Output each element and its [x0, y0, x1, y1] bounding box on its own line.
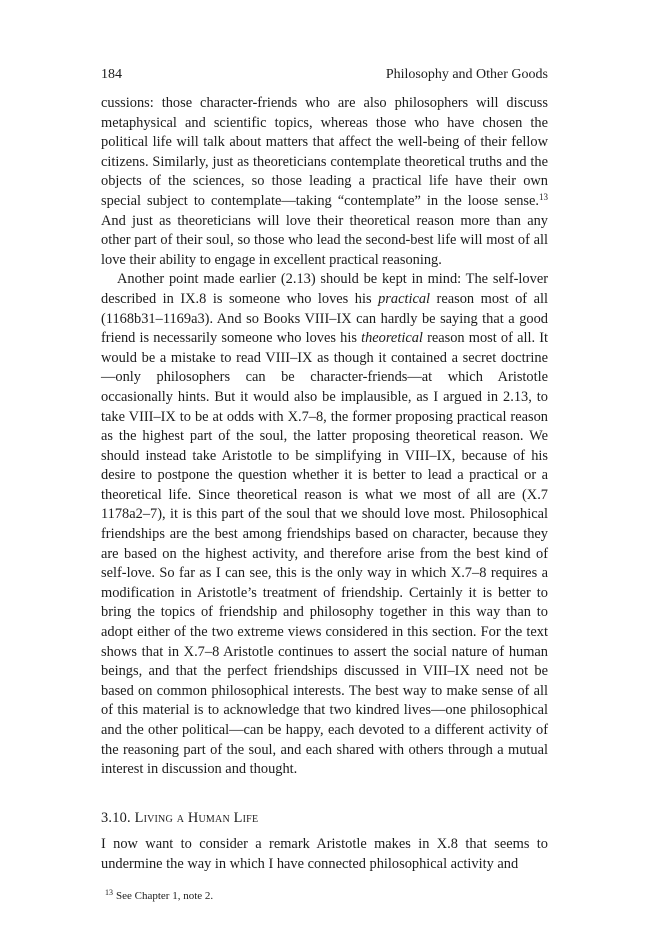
body-text: [101, 94, 548, 875]
paragraph-text: cussions: those character-friends who are also philosophers will discuss metaphysical and scientific topics, whereas those who have chosen the political life will talk about matters that affect the well-being of their fellow citizens. Similarly, just as theoreticians contemplate theoretical truths and the objects of the sciences, so those leading a practical life have their own special subject to contemplate—taking “contemplate” in the loose sense.: [101, 95, 548, 209]
footnote: [101, 889, 548, 903]
book-page: [101, 66, 548, 903]
paragraph-text: And just as theoreticians will love their theoretical reason more than any other part of their soul, so those who lead the second-best life will most of all love their ability to engage in excellent practical reasoning.: [101, 212, 548, 268]
paragraph-text: I now want to consider a remark Aristotle makes in X.8 that seems to undermine the way in which I have connected philosophical activity and: [101, 836, 548, 872]
paragraph: [101, 270, 548, 779]
section-heading: 3.10. Living a Human Life: [101, 809, 259, 826]
footnote-marker: 13: [105, 887, 113, 897]
paragraph-text: reason most of all. It would be a mistake to read VIII–IX as though it contained a secret doctrine—only philosophers can be character-friends—at which Aristotle occasionally hints. But it would also be implausible, as I argued in 2.13, to take VIII–IX to be at odds with X.7–8, the former proposing practical reason as the highest part of the soul, the latter proposing theoretical reason. We should instead take Aristotle to be simplifying in VIII–IX, because of his desire to postpone the question whether it is better to lead a practical or a theoretical life. Since theoretical reason is what we most of all are (X.7 1178a2–7), it is this part of the soul that we should love most. Philosophical friendships are the best among friendships based on character, because they are based on the highest activity, and therefore arise from the best kind of self-love. So far as I can see, this is the only way in which X.7–8 requires a modification in Aristotle’s treatment of friendship. Certainly it is better to bring the topics of friendship and philosophy together in this way than to adopt either of the two extreme views considered in this section. For the text shows that in X.7–8 Aristotle continues to assert the social nature of human beings, and that the perfect friendships discussed in VIII–IX need not be based on common philosophical interests. The best way to make sense of all of this material is to acknowledge that two kindred lives—one philosophical and the other political—can be happy, each devoted to a different activity of the reasoning part of the soul, and each shared with others through a mutual interest in discussion and thought.: [101, 330, 548, 778]
footnote-text: See Chapter 1, note 2.: [116, 889, 214, 902]
emphasis-theoretical: theoretical: [361, 330, 423, 347]
paragraph: [101, 835, 548, 874]
page-number: 184: [101, 67, 122, 82]
running-head: [101, 66, 548, 84]
paragraph-text: Another point made earlier (2.13) should be kept in mind: The self-lover described in IX.8 is someone who loves his: [101, 271, 548, 307]
paragraph-text: reason most of all (1168b31–1169a3). And so Books VIII–IX can hardly be saying that a good friend is necessarily someone who loves his: [101, 290, 548, 347]
footnote-reference[interactable]: 13: [539, 191, 548, 202]
emphasis-practical: practical: [378, 290, 431, 307]
paragraph-continued: [101, 94, 548, 270]
running-title: Philosophy and Other Goods: [385, 67, 548, 82]
